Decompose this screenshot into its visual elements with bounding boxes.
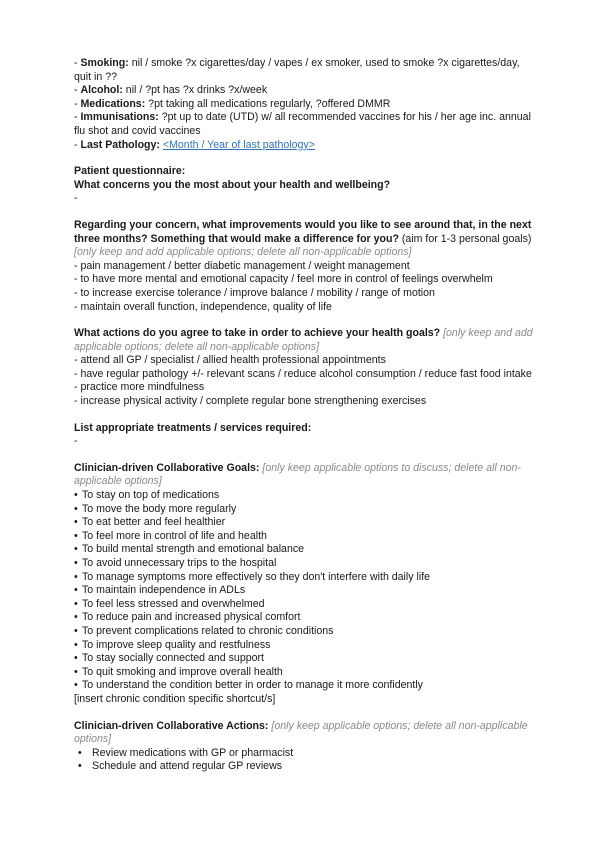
goal-item: • To feel less stressed and overwhelmed [74,598,538,612]
actions-heading: Clinician-driven Collaborative Actions: [74,719,269,732]
answer-concerns: - [74,192,78,205]
question-actions-note: [only keep and add applicable options; delete all non-applicable options] [74,327,533,353]
list-item: - to have more mental and emotional capacity / feel more in control of feelings overwhelm [74,273,493,286]
list-item: - have regular pathology +/- relevant scans / reduce alcohol consumption / reduce fast food intake [74,367,532,380]
pathology-link[interactable]: <Month / Year of last pathology> [162,138,315,151]
goals-list [74,489,538,693]
list-item: - to increase exercise tolerance / improve balance / mobility / range of motion [74,286,435,299]
goal-item: • To reduce pain and increased physical comfort [74,611,538,625]
question-improvements [74,219,538,260]
pathology-line: - Last Pathology: <Month / Year of last pathology> [74,138,315,151]
goal-item: • To improve sleep quality and restfulness [74,639,538,653]
question-concerns: What concerns you the most about your health and wellbeing? [74,178,391,191]
medications-line: - Medications: ?pt taking all medications regularly, ?offered DMMR [74,97,391,110]
goal-item: • To understand the condition better in order to manage it more confidently [74,679,538,693]
actions-heading-line [74,720,538,747]
goal-item: • To stay socially connected and support [74,652,538,666]
goal-item: • To move the body more regularly [74,503,538,517]
alcohol-line: - Alcohol: nil / ?pt has ?x drinks ?x/week [74,84,268,97]
goals-heading: Clinician-driven Collaborative Goals: [74,461,260,474]
answer-treatments: - [74,435,78,448]
question-improvements-text: Regarding your concern, what improvements would you like to see around that, in the next three months? Something that would make a difference for you? [74,218,532,245]
list-item: - increase physical activity / complete regular bone strengthening exercises [74,395,427,408]
goal-item: • To avoid unnecessary trips to the hospital [74,557,538,571]
goal-item: • To quit smoking and improve overall health [74,666,538,680]
goal-item: • To stay on top of medications [74,489,538,503]
smoking-line: - Smoking: nil / smoke ?x cigarettes/day / vapes / ex smoker, used to smoke ?x cigarettes/day, quit in ?? [74,57,520,83]
goal-item: • To maintain independence in ADLs [74,584,538,598]
goals-footer: [insert chronic condition specific shortcut/s] [74,692,276,705]
question-actions-text: What actions do you agree to take in order to achieve your health goals? [74,327,441,340]
actions-list [74,747,538,774]
question-improvements-note: [only keep and add applicable options; delete all non-applicable options] [74,246,412,259]
medications-label: Medications: [80,97,146,110]
alcohol-label: Alcohol: [80,84,123,97]
alcohol-text: nil / ?pt has ?x drinks ?x/week [122,84,268,97]
goal-item: • To prevent complications related to chronic conditions [74,625,538,639]
question-improvements-aim: (aim for 1-3 personal goals) [398,232,532,245]
smoking-label: Smoking: [80,57,129,69]
goal-item: • To build mental strength and emotional balance [74,543,538,557]
list-item: - maintain overall function, independence, quality of life [74,300,332,313]
list-item: - attend all GP / specialist / allied health professional appointments [74,354,386,367]
smoking-text: nil / smoke ?x cigarettes/day / vapes / ex smoker, used to smoke ?x cigarettes/day, quit in ?? [74,57,520,83]
medications-text: ?pt taking all medications regularly, ?offered DMMR [145,97,391,110]
questionnaire-heading: Patient questionnaire: [74,165,186,178]
actions-note: [only keep applicable options; delete all non-applicable options] [74,719,528,746]
goal-item: • To manage symptoms more effectively so they don't interfere with daily life [74,571,538,585]
immunisations-label: Immunisations: [80,111,159,124]
goals-note: [only keep applicable options to discuss; delete all non-applicable options] [74,461,521,488]
immunisations-text: ?pt up to date (UTD) w/ all recommended vaccines for his / her age inc. annual flu shot and covid vaccines [74,111,531,137]
action-item: • Review medications with GP or pharmacist [74,747,538,761]
list-item: - pain management / better diabetic management / weight management [74,259,410,272]
question-treatments: List appropriate treatments / services required: [74,421,312,434]
immunisations-line: - Immunisations: ?pt up to date (UTD) w/ all recommended vaccines for his / her age inc. annual flu shot and covid vaccines [74,111,531,137]
goal-item: • To feel more in control of life and health [74,530,538,544]
action-item: • Schedule and attend regular GP reviews [74,760,538,774]
goals-heading-line [74,462,538,489]
goal-item: • To eat better and feel healthier [74,516,538,530]
list-item: - practice more mindfulness [74,381,205,394]
pathology-label: Last Pathology: [80,138,160,151]
question-actions [74,327,538,354]
